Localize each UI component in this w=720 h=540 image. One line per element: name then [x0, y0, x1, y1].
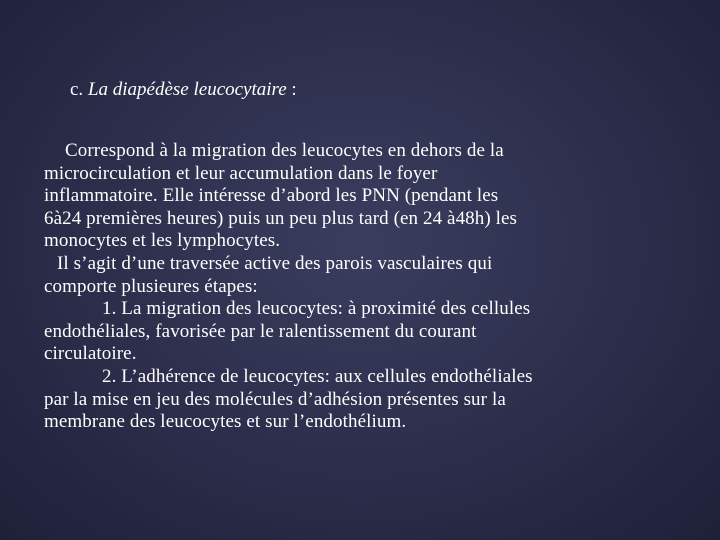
list-item-2: 2. L’adhérence de leucocytes: aux cellules endothéliales: [102, 365, 533, 387]
text-line: 6à24 premières heures) puis un peu plus tard (en 24 à48h) les: [44, 207, 518, 229]
text-line: Correspond à la migration des leucocytes en dehors de la: [65, 140, 504, 161]
text-line: Il s’agit d’une traversée active des parois vasculaires qui: [57, 252, 493, 274]
text-line: microcirculation et leur accumulation dans le foyer: [44, 162, 438, 184]
list-item-1: 1. La migration des leucocytes: à proximité des cellules: [102, 298, 531, 320]
body-paragraph: [44, 140, 694, 434]
heading-suffix: :: [286, 79, 297, 100]
heading-label: c.: [70, 79, 84, 100]
text-line: inflammatoire. Elle intéresse d’abord les PNN (pendant les: [44, 185, 499, 207]
text-line: endothéliales, favorisée par le ralentissement du courant: [44, 320, 477, 342]
text-line: par la mise en jeu des molécules d’adhésion présentes sur la: [44, 388, 506, 410]
text-line: circulatoire.: [44, 343, 137, 365]
heading-title: La diapédèse leucocytaire: [87, 79, 287, 100]
text-line: monocytes et les lymphocytes.: [44, 230, 281, 252]
text-line: membrane des leucocytes et sur l’endothélium.: [44, 411, 407, 433]
text-line: comporte plusieures étapes:: [44, 275, 258, 297]
section-heading: [70, 78, 297, 102]
